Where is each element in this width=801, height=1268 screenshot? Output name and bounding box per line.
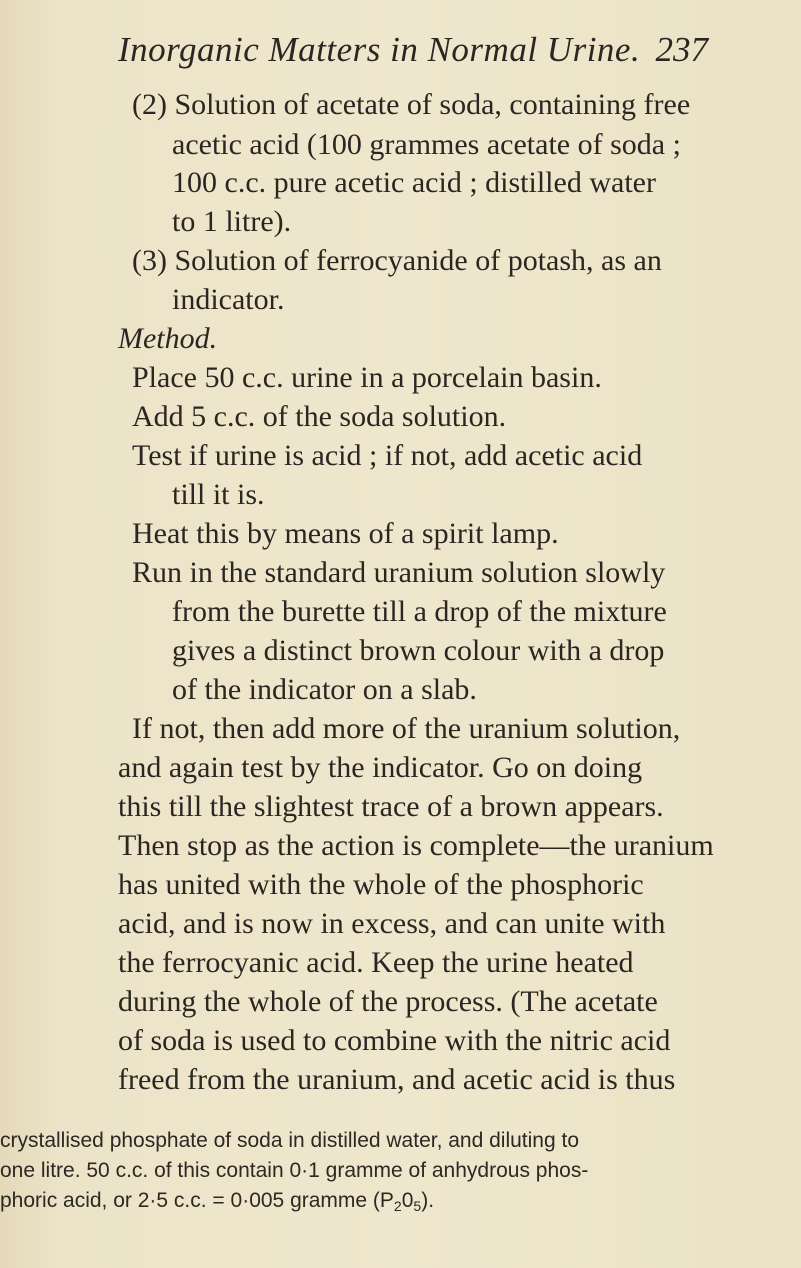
text-line: Heat this by means of a spirit lamp. [132,517,559,550]
footnote-text: ). [421,1189,435,1212]
text-line: this till the slightest trace of a brown appears. [118,790,664,823]
section-heading: Method. [118,322,218,355]
text-line: freed from the uranium, and acetic acid is thus [118,1063,676,1096]
text-line: Then stop as the action is complete—the uranium [118,829,714,862]
footnote-line [0,1190,434,1213]
footnote-text: 0 [401,1189,414,1212]
footnote-line: crystallised phosphate of soda in distilled water, and diluting to [0,1129,580,1152]
text-line: to 1 litre). [172,205,292,238]
footnote-line: one litre. 50 c.c. of this contain 0·1 gramme of anhydrous phos- [0,1159,589,1182]
text-line: indicator. [172,283,285,316]
running-head-title: Inorganic Matters in Normal Urine. [118,30,641,69]
text-line: acetic acid (100 grammes acetate of soda ; [172,128,681,161]
text-line: Add 5 c.c. of the soda solution. [132,400,507,433]
text-line: of soda is used to combine with the nitric acid [118,1024,671,1057]
text-line: Run in the standard uranium solution slowly [132,556,666,589]
text-line: Place 50 c.c. urine in a porcelain basin. [132,361,602,394]
text-line: gives a distinct brown colour with a drop [172,634,665,667]
text-line: during the whole of the process. (The acetate [118,985,658,1018]
subscript: 5 [413,1198,422,1214]
text-line: (3) Solution of ferrocyanide of potash, as an [132,244,662,277]
footnote-text: phoric acid, or 2·5 c.c. = 0·005 gramme (P [0,1189,394,1212]
text-line: (2) Solution of acetate of soda, containing free [132,88,691,121]
text-line: and again test by the indicator. Go on doing [118,751,643,784]
text-line: till it is. [172,478,265,511]
text-line: of the indicator on a slab. [172,673,477,706]
text-line: from the burette till a drop of the mixture [172,595,667,628]
text-line: 100 c.c. pure acetic acid ; distilled water [172,166,656,199]
running-head [118,30,708,80]
text-line: acid, and is now in excess, and can unite with [118,907,666,940]
text-line: has united with the whole of the phosphoric [118,868,644,901]
page-number: 237 [655,30,708,69]
text-line: If not, then add more of the uranium solution, [132,712,681,745]
subscript: 2 [393,1198,402,1214]
text-line: the ferrocyanic acid. Keep the urine heated [118,946,634,979]
text-line: Test if urine is acid ; if not, add acetic acid [132,439,643,472]
